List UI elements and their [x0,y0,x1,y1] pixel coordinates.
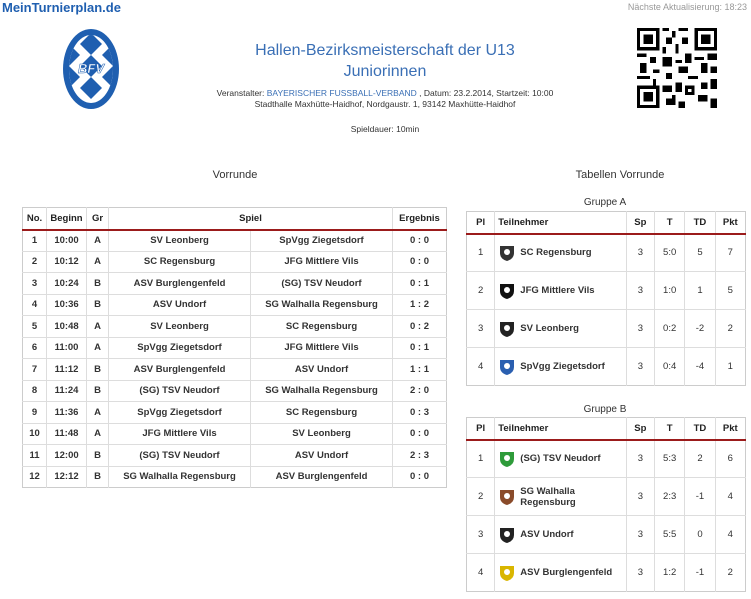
match-home-team[interactable]: (SG) TSV Neudorf [109,445,251,467]
match-group: A [87,423,109,445]
organizer-link[interactable]: BAYERISCHER FUSSBALL-VERBAND [266,88,417,98]
standings-row [467,478,746,516]
standing-team[interactable] [495,310,626,348]
col-sp: Sp [626,418,654,440]
standing-team-name: SC Regensburg [520,247,592,259]
match-home-team[interactable]: SC Regensburg [109,251,251,273]
standing-team[interactable] [495,478,626,516]
match-row [23,316,447,338]
match-away-team[interactable]: SG Walhalla Regensburg [251,380,393,402]
match-no: 9 [23,402,47,424]
standing-team-name: ASV Undorf [520,529,574,540]
venue: Stadthalle Maxhütte-Haidhof, Nordgaustr. 1, 93142 Maxhütte-Haidhof [254,99,516,109]
match-group: B [87,273,109,295]
col-ergebnis: Ergebnis [393,208,447,230]
standing-place: 3 [467,310,495,348]
match-no: 1 [23,230,47,252]
site-logo-main: MeinTurnierplan [2,0,103,15]
standing-place: 2 [467,272,495,310]
match-no: 4 [23,294,47,316]
match-row [23,402,447,424]
standing-games: 3 [626,478,654,516]
standing-goals: 5:0 [655,234,685,272]
match-time: 10:36 [47,294,87,316]
standing-team-name: ASV Burglengenfeld [520,567,613,578]
match-home-team[interactable]: JFG Mittlere Vils [109,423,251,445]
match-away-team[interactable]: JFG Mittlere Vils [251,251,393,273]
match-time: 11:12 [47,359,87,381]
match-row [23,423,447,445]
match-away-team[interactable]: SV Leonberg [251,423,393,445]
match-result: 1 : 2 [393,294,447,316]
team-crest-icon [498,282,516,300]
col-pkt: Pkt [715,418,745,440]
match-result: 0 : 0 [393,423,447,445]
qr-code-icon[interactable] [637,28,717,108]
match-time: 12:00 [47,445,87,467]
standing-place: 1 [467,234,495,272]
match-home-team[interactable]: ASV Burglengenfeld [109,359,251,381]
group-b-table [466,417,746,592]
match-no: 6 [23,337,47,359]
standing-goals: 1:2 [655,554,685,592]
match-group: B [87,294,109,316]
standing-goal-diff: -2 [685,310,715,348]
match-home-team[interactable]: (SG) TSV Neudorf [109,380,251,402]
match-away-team[interactable]: SpVgg Ziegetsdorf [251,230,393,252]
col-td: TD [685,212,715,234]
match-no: 7 [23,359,47,381]
standings-row [467,310,746,348]
site-logo[interactable] [2,0,121,15]
match-away-team[interactable]: SC Regensburg [251,316,393,338]
standing-points: 2 [715,310,745,348]
standings-row [467,516,746,554]
bfv-logo-text: BFV [78,61,104,76]
standing-goals: 1:0 [655,272,685,310]
match-time: 11:00 [47,337,87,359]
tabellen-title: Tabellen Vorrunde [575,169,665,181]
match-home-team[interactable]: ASV Undorf [109,294,251,316]
match-group: A [87,230,109,252]
standing-goal-diff: 1 [685,272,715,310]
standing-goals: 2:3 [655,478,685,516]
col-t: T [655,212,685,234]
group-a-table [466,211,746,386]
team-crest-icon [498,488,516,506]
standing-goal-diff: 5 [685,234,715,272]
standing-goal-diff: -4 [685,348,715,386]
match-group: A [87,337,109,359]
standing-team-name: SG Walhalla Regensburg [520,485,576,508]
match-no: 8 [23,380,47,402]
match-time: 10:48 [47,316,87,338]
match-no: 5 [23,316,47,338]
match-time: 11:36 [47,402,87,424]
match-result: 0 : 2 [393,316,447,338]
match-away-team[interactable]: ASV Burglengenfeld [251,466,393,488]
match-row [23,337,447,359]
col-pl: Pl [467,418,495,440]
match-away-team[interactable]: ASV Undorf [251,445,393,467]
match-group: A [87,402,109,424]
match-row [23,294,447,316]
update-info: Nächste Aktualisierung: 18:23 [627,2,747,12]
standing-team-name: SpVgg Ziegetsdorf [520,361,605,372]
match-result: 0 : 0 [393,466,447,488]
col-spiel: Spiel [109,208,393,230]
standing-goals: 0:4 [655,348,685,386]
standing-place: 4 [467,348,495,386]
group-b-header-row [467,418,746,440]
title-line1: Hallen-Bezirksmeisterschaft der U13 [255,42,515,59]
standing-games: 3 [626,440,654,478]
match-away-team[interactable]: SC Regensburg [251,402,393,424]
match-group: B [87,359,109,381]
match-row [23,380,447,402]
standing-games: 3 [626,272,654,310]
match-row [23,359,447,381]
team-crest-icon [498,320,516,338]
standing-games: 3 [626,348,654,386]
standing-games: 3 [626,554,654,592]
col-t: T [655,418,685,440]
standing-team[interactable] [495,554,626,592]
team-crest-icon [498,450,516,468]
col-pkt: Pkt [715,212,745,234]
match-time: 10:00 [47,230,87,252]
bfv-logo-icon [62,28,120,110]
match-home-team[interactable]: SpVgg Ziegetsdorf [109,337,251,359]
match-row [23,445,447,467]
match-time: 11:48 [47,423,87,445]
standing-goals: 0:2 [655,310,685,348]
gruppe-a-title: Gruppe A [583,197,627,208]
standing-place: 2 [467,478,495,516]
standings-row [467,234,746,272]
vorrunde-title: Vorrunde [212,169,258,181]
match-row [23,251,447,273]
standing-place: 1 [467,440,495,478]
standing-team[interactable] [495,348,626,386]
standings-row [467,348,746,386]
site-logo-tld: .de [102,0,121,15]
standing-points: 1 [715,348,745,386]
match-away-team[interactable]: JFG Mittlere Vils [251,337,393,359]
match-away-team[interactable]: SG Walhalla Regensburg [251,294,393,316]
match-away-team[interactable]: ASV Undorf [251,359,393,381]
match-away-team[interactable]: (SG) TSV Neudorf [251,273,393,295]
col-teilnehmer: Teilnehmer [495,418,626,440]
match-time: 12:12 [47,466,87,488]
standing-points: 5 [715,272,745,310]
match-result: 0 : 1 [393,273,447,295]
event-meta [180,88,590,110]
match-time: 10:24 [47,273,87,295]
standing-team[interactable] [495,516,626,554]
match-home-team[interactable]: SG Walhalla Regensburg [109,466,251,488]
standing-points: 6 [715,440,745,478]
match-duration: Spieldauer: 10min [350,124,420,134]
matches-header-row [23,208,447,230]
page-title [190,40,580,82]
match-result: 0 : 0 [393,230,447,252]
title-line2: Juniorinnen [343,63,427,80]
match-row [23,466,447,488]
standing-points: 2 [715,554,745,592]
match-row [23,230,447,252]
match-home-team[interactable]: SpVgg Ziegetsdorf [109,402,251,424]
match-group: B [87,445,109,467]
match-no: 10 [23,423,47,445]
standing-team[interactable] [495,234,626,272]
standing-games: 3 [626,516,654,554]
team-crest-icon [498,526,516,544]
standing-place: 3 [467,516,495,554]
date-info: , Datum: 23.2.2014, Startzeit: 10:00 [416,88,554,98]
standing-goal-diff: -1 [685,554,715,592]
standing-games: 3 [626,234,654,272]
standing-points: 7 [715,234,745,272]
match-group: A [87,316,109,338]
standing-team-name: SV Leonberg [520,323,579,334]
col-beginn: Beginn [47,208,87,230]
standing-games: 3 [626,310,654,348]
standing-team-name: JFG Mittlere Vils [520,285,595,296]
team-crest-icon [498,564,516,582]
standing-points: 4 [715,478,745,516]
match-no: 2 [23,251,47,273]
col-pl: Pl [467,212,495,234]
group-a-header-row [467,212,746,234]
col-teilnehmer: Teilnehmer [495,212,626,234]
match-result: 0 : 1 [393,337,447,359]
standing-team-name: (SG) TSV Neudorf [520,453,601,465]
standing-goal-diff: 2 [685,440,715,478]
match-group: B [87,466,109,488]
matches-table [22,207,447,488]
gruppe-b-title: Gruppe B [583,404,627,415]
match-result: 0 : 0 [393,251,447,273]
match-time: 11:24 [47,380,87,402]
standing-goals: 5:5 [655,516,685,554]
organizer-label: Veranstalter: [216,88,267,98]
match-group: B [87,380,109,402]
team-crest-icon [498,358,516,376]
match-no: 12 [23,466,47,488]
match-home-team[interactable]: SV Leonberg [109,230,251,252]
match-result: 1 : 1 [393,359,447,381]
match-home-team[interactable]: SV Leonberg [109,316,251,338]
match-time: 10:12 [47,251,87,273]
col-gr: Gr [87,208,109,230]
col-no: No. [23,208,47,230]
team-crest-icon [498,244,516,262]
standings-row [467,272,746,310]
match-result: 2 : 3 [393,445,447,467]
match-result: 2 : 0 [393,380,447,402]
col-sp: Sp [626,212,654,234]
match-no: 11 [23,445,47,467]
col-td: TD [685,418,715,440]
match-group: A [87,251,109,273]
match-no: 3 [23,273,47,295]
standings-row [467,440,746,478]
standing-points: 4 [715,516,745,554]
standing-team[interactable] [495,440,626,478]
standing-goal-diff: -1 [685,478,715,516]
standing-goal-diff: 0 [685,516,715,554]
standings-row [467,554,746,592]
match-row [23,273,447,295]
standing-goals: 5:3 [655,440,685,478]
match-result: 0 : 3 [393,402,447,424]
match-home-team[interactable]: ASV Burglengenfeld [109,273,251,295]
standing-team[interactable] [495,272,626,310]
standing-place: 4 [467,554,495,592]
